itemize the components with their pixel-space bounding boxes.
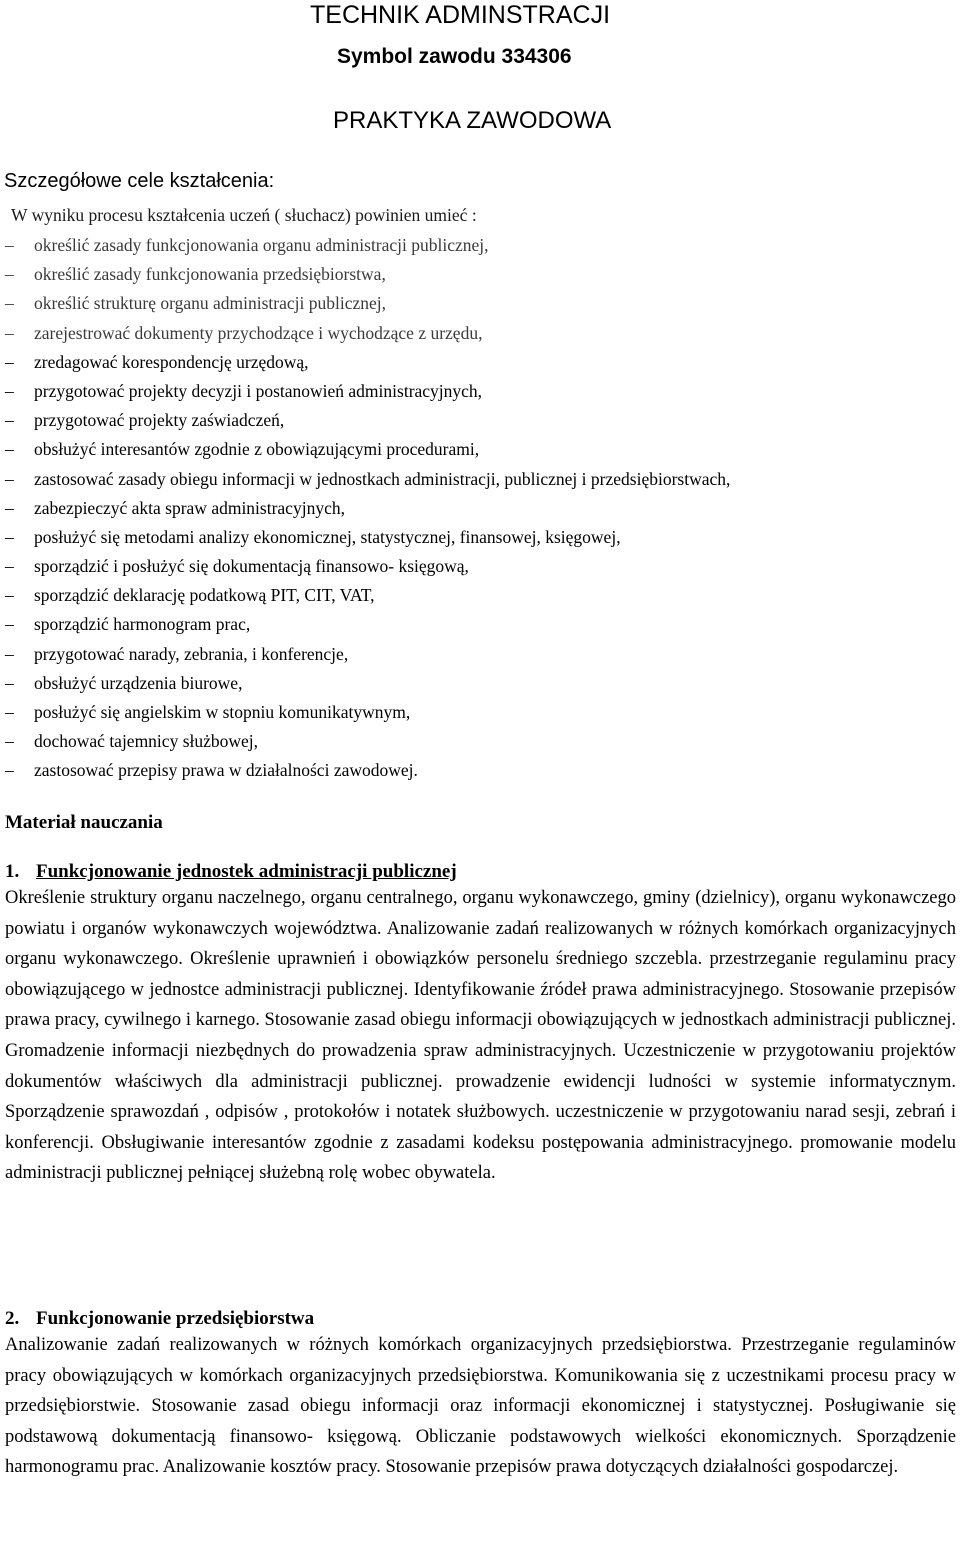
document-subtitle: PRAKTYKA ZAWODOWA [333,107,612,134]
list-item [0,377,730,406]
list-item-text: przygotować projekty decyzji i postanowień administracyjnych, [34,380,483,401]
list-item-text: obsłużyć interesantów zgodnie z obowiązującymi procedurami, [34,439,480,460]
goals-heading: Szczegółowe cele kształcenia: [4,170,275,192]
dash-bullet: – [5,439,14,460]
list-item-text: zastosować przepisy prawa w działalności zawodowej. [34,760,418,781]
list-item [0,406,730,435]
occupation-symbol: Symbol zawodu 334306 [337,45,572,68]
list-item-text: określić strukturę organu administracji publicznej, [34,293,387,314]
list-item-text: określić zasady funkcjonowania organu administracji publicznej, [34,235,489,255]
section-title: Funkcjonowanie jednostek administracji publicznej [36,861,457,882]
goals-list [0,231,730,786]
list-item [0,640,730,669]
dash-bullet: – [5,410,14,431]
list-item [0,727,730,756]
list-item-text: obsłużyć urządzenia biurowe, [34,672,243,693]
list-item-text: zastosować zasady obiegu informacji w jednostkach administracji, publicznej i przedsiębiorstwach, [34,468,731,489]
list-item [0,698,730,727]
dash-bullet: – [5,322,14,343]
dash-bullet: – [5,731,14,752]
dash-bullet: – [5,760,14,781]
dash-bullet: – [5,380,14,401]
section-number: 1. [5,861,20,882]
material-heading: Materiał nauczania [5,812,163,833]
list-item [0,610,730,639]
document-title: TECHNIK ADMINSTRACJI [310,1,611,29]
list-item-text: zabezpieczyć akta spraw administracyjnych, [34,497,345,518]
list-item [0,289,730,318]
dash-bullet: – [5,264,14,285]
list-item [0,552,730,581]
dash-bullet: – [5,497,14,518]
list-item-text: sporządzić i posłużyć się dokumentacją finansowo- księgową, [34,556,469,577]
list-item [0,260,730,289]
dash-bullet: – [5,293,14,314]
dash-bullet: – [5,468,14,489]
list-item-text: przygotować projekty zaświadczeń, [34,410,285,431]
list-item-text: zredagować korespondencję urzędową, [34,351,309,372]
dash-bullet: – [5,556,14,577]
list-item-text: posłużyć się metodami analizy ekonomicznej, statystycznej, finansowej, księgowej, [34,526,621,547]
list-item-text: zarejestrować dokumenty przychodzące i wychodzące z urzędu, [34,322,483,343]
list-item [0,523,730,552]
list-item-text: dochować tajemnicy służbowej, [34,731,259,752]
dash-bullet: – [5,585,14,606]
dash-bullet: – [5,526,14,547]
section-title: Funkcjonowanie przedsiębiorstwa [36,1308,315,1329]
goals-intro: W wyniku procesu kształcenia uczeń ( słuchacz) powinien umieć : [11,205,477,225]
list-item-text: określić zasady funkcjonowania przedsiębiorstwa, [34,264,386,285]
list-item [0,435,730,464]
dash-bullet: – [5,672,14,693]
list-item [0,348,730,377]
dash-bullet: – [5,702,14,722]
list-item [0,465,730,494]
section-number: 2. [5,1308,20,1329]
dash-bullet: – [5,643,14,664]
list-item [0,756,730,785]
dash-bullet: – [5,351,14,372]
list-item-text: sporządzić harmonogram prac, [34,614,251,635]
section-1-heading [5,859,457,885]
dash-bullet: – [5,235,14,255]
section-1-text: Określenie struktury organu naczelnego, organu centralnego, organu wykonawczego, gminy (dzielnicy), organu wykonawczego powiatu i organów wykonawczych województwa. Analizowanie zadań realizowanych w różnych komórkach organizacyjnych organu wykonawczego. Określenie uprawnień i obowiązków personelu średniego szczebla. przestrzeganie regulaminu pracy obowiązującego w jednostce administracji publicznej. Identyfikowanie źródeł prawa administracyjnego. Stosowanie przepisów prawa pracy, cywilnego i karnego. Stosowanie zasad obiegu informacji obowiązujących w jednostkach administracji publicznej. Gromadzenie informacji niezbędnych do prowadzenia spraw administracyjnych. Uczestniczenie w przygotowaniu projektów dokumentów właściwych dla administracji publicznej. prowadzenie ewidencji ludności w systemie informatycznym. Sporządzenie sprawozdań , odpisów , protokołów i notatek służbowych. uczestniczenie w przygotowaniu narad sesji, zebrań i konferencji. Obsługiwanie interesantów zgodnie z zasadami kodeksu postępowania administracyjnego. promowanie modelu administracji publicznej pełniącej służebną rolę wobec obywatela. [5,888,956,1184]
list-item [0,319,730,348]
list-item-text: przygotować narady, zebrania, i konferencje, [34,643,349,664]
list-item [0,669,730,698]
section-2-heading [5,1306,314,1332]
section-2-text: Analizowanie zadań realizowanych w różnych komórkach organizacyjnych przedsiębiorstwa. Przestrzeganie regulaminów pracy obowiązujących w komórkach organizacyjnych przedsiębiorstwa. Komunikowania się z uczestnikami procesu pracy w przedsiębiorstwie. Stosowanie zasad obiegu informacji oraz informacji ekonomicznej i statystycznej. Posługiwanie się podstawową dokumentacją finansowo- księgową. Obliczanie podstawowych wielkości ekonomicznych. Sporządzenie harmonogramu prac. Analizowanie kosztów pracy. Stosowanie przepisów prawa dotyczących działalności gospodarczej. [5,1335,956,1478]
list-item [0,494,730,523]
list-item-text: sporządzić deklarację podatkową PIT, CIT, VAT, [34,585,375,606]
list-item-text: posłużyć się angielskim w stopniu komunikatywnym, [34,702,411,722]
list-item [0,581,730,610]
list-item [0,231,730,260]
dash-bullet: – [5,614,14,635]
